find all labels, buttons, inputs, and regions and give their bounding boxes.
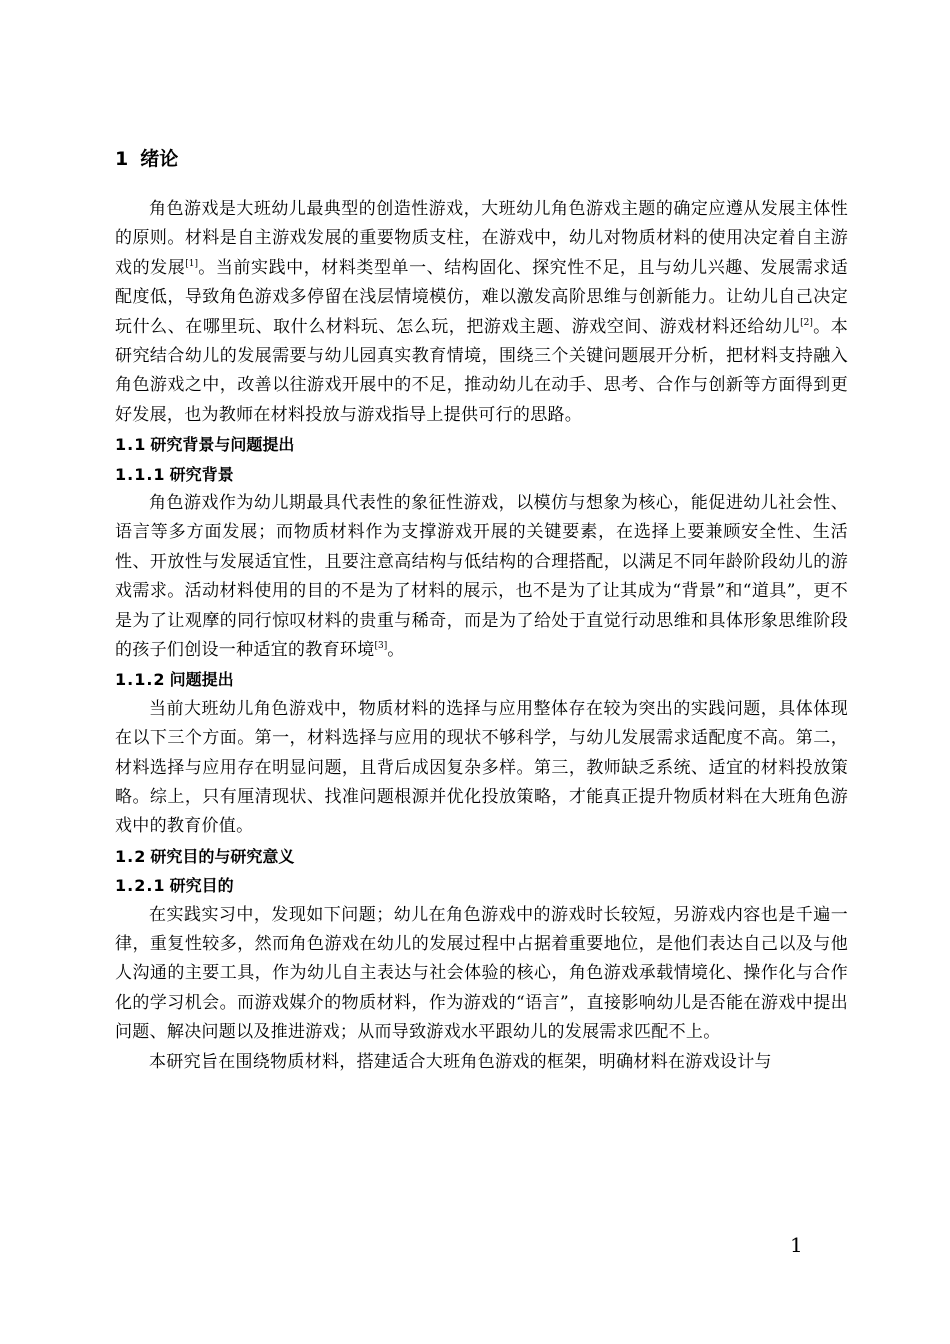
page-number: 1	[790, 1233, 803, 1257]
section-number: 1.2	[115, 846, 147, 866]
problem-paragraph	[115, 695, 848, 842]
citation-2: [2]	[800, 317, 813, 328]
chapter-title: 绪论	[140, 148, 179, 170]
section-title: 研究背景与问题提出	[150, 435, 295, 455]
intro-text-1: 角色游戏是大班幼儿最典型的创造性游戏，大班幼儿角色游戏主题的确定应遵从发展主体性的原则。材料是自主游戏发展的重要物质支柱，在游戏中，幼儿对物质材料的使用决定着自主游戏的发展	[115, 199, 848, 278]
background-tail: 。	[387, 640, 405, 661]
subsection-number: 1.2.1	[115, 876, 166, 896]
page-body	[115, 141, 848, 1077]
section-number: 1.1	[115, 435, 147, 455]
purpose-paragraph-2	[115, 1048, 848, 1077]
problem-text: 当前大班幼儿角色游戏中，物质材料的选择与应用整体存在较为突出的实践问题，具体体现在以下三个方面。第一，材料选择与应用的现状不够科学，与幼儿发展需求适配度不高。第二，材料选择与应用存在明显问题，且背后成因复杂多样。第三，教师缺乏系统、适宜的材料投放策略。综上，只有厘清现状、找准问题根源并优化投放策略，才能真正提升物质材料在大班角色游戏中的教育价值。	[115, 698, 848, 837]
citation-3: [3]	[374, 641, 388, 652]
section-title: 研究目的与研究意义	[150, 846, 295, 866]
subsection-heading-1-1-2	[115, 665, 848, 694]
section-heading-1-1	[115, 430, 848, 459]
section-heading-1-2	[115, 842, 848, 871]
purpose-text-2: 本研究旨在围绕物质材料，搭建适合大班角色游戏的框架，明确材料在游戏设计与	[149, 1051, 772, 1072]
subsection-title: 研究背景	[169, 464, 234, 484]
subsection-title: 问题提出	[169, 670, 234, 690]
subsection-number: 1.1.1	[115, 464, 166, 484]
intro-text-3: 。本研究结合幼儿的发展需要与幼儿园真实教育情境，围绕三个关键问题展开分析，把材料支持融入角色游戏之中，改善以往游戏开展中的不足，推动幼儿在动手、思考、合作与创新等方面得到更好发展，也为教师在材料投放与游戏指导上提供可行的思路。	[115, 316, 848, 425]
citation-1: [1]	[185, 258, 199, 269]
purpose-text: 在实践实习中，发现如下问题；幼儿在角色游戏中的游戏时长较短，另游戏内容也是千遍一律，重复性较多，然而角色游戏在幼儿的发展过程中占据着重要地位，是他们表达自己以及与他人沟通的主要工具，作为幼儿自主表达与社会体验的核心，角色游戏承载情境化、操作化与合作化的学习机会。而游戏媒介的物质材料，作为游戏的“语言”，直接影响幼儿是否能在游戏中提出问题、解决问题以及推进游戏；从而导致游戏水平跟幼儿的发展需求匹配不上。	[115, 904, 848, 1043]
background-text: 角色游戏作为幼儿期最具代表性的象征性游戏，以模仿与想象为核心，能促进幼儿社会性、语言等多方面发展；而物质材料作为支撑游戏开展的关键要素，在选择上要兼顾安全性、生活性、开放性与发展适宜性，且要注意高结构与低结构的合理搭配，以满足不同年龄阶段幼儿的游戏需求。活动材料使用的目的不是为了材料的展示，也不是为了让其成为“背景”和“道具”，更不是为了让观摩的同行惊叹材料的贵重与稀奇，而是为了给处于直觉行动思维和具体形象思维阶段的孩子们创设一种适宜的教育环境	[115, 493, 848, 661]
subsection-heading-1-1-1	[115, 460, 848, 489]
subsection-title: 研究目的	[169, 876, 234, 896]
chapter-heading	[115, 141, 848, 177]
background-paragraph	[115, 489, 848, 665]
chapter-number: 1	[115, 148, 129, 170]
subsection-heading-1-2-1	[115, 871, 848, 900]
purpose-paragraph	[115, 901, 848, 1048]
subsection-number: 1.1.2	[115, 670, 166, 690]
intro-text-2: 。当前实践中，材料类型单一、结构固化、探究性不足，且与幼儿兴趣、发展需求适配度低，导致角色游戏多停留在浅层情境模仿，难以激发高阶思维与创新能力。让幼儿自己决定玩什么、在哪里玩、取什么材料玩、怎么玩，把游戏主题、游戏空间、游戏材料还给幼儿	[115, 257, 848, 337]
intro-paragraph	[115, 195, 848, 430]
